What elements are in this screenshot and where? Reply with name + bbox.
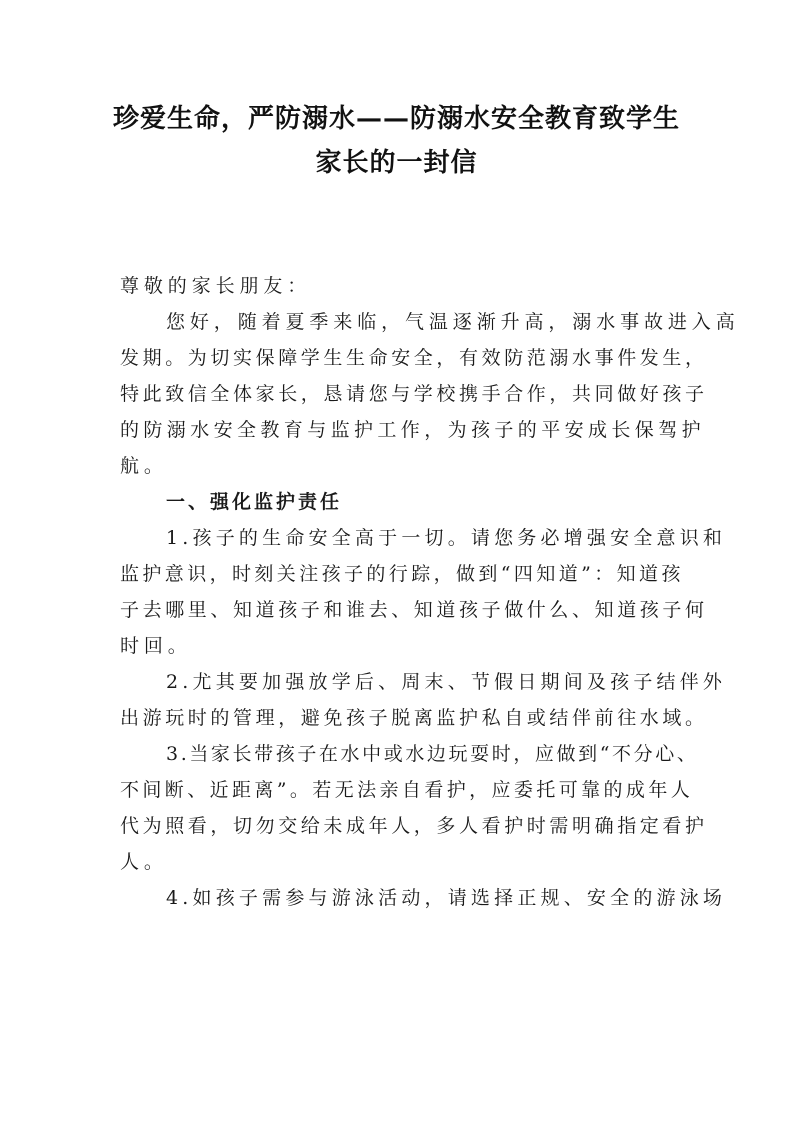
document-title-line-1: 珍爱生命，严防溺水——防溺水安全教育致学生: [112, 104, 680, 134]
item-1-line: 子去哪里、知道孩子和谁去、知道孩子做什么、知道孩子何: [120, 599, 708, 621]
document-title-line-2: 家长的一封信: [315, 148, 478, 178]
item-3-line: 不间断、近距离”。若无法亲自看护，应委托可靠的成年人: [120, 779, 694, 801]
item-1-line: 时回。: [120, 635, 192, 657]
item-2-line: 2.尤其要加强放学后、周末、节假日期间及孩子结伴外: [166, 671, 727, 693]
intro-paragraph-line: 的防溺水安全教育与监护工作，为孩子的平安成长保驾护: [120, 419, 706, 441]
item-1-line: 1.孩子的生命安全高于一切。请您务必增强安全意识和: [166, 527, 727, 549]
item-3-line: 人。: [120, 851, 168, 873]
letter-body: [120, 268, 740, 916]
item-2-line: 出游玩时的管理，避免孩子脱离监护私自或结伴前往水域。: [120, 707, 708, 729]
intro-paragraph-line: 航。: [120, 455, 168, 477]
intro-paragraph-line: 您好，随着夏季来临，气温逐渐升高，溺水事故进入高: [166, 311, 740, 333]
intro-paragraph-line: 特此致信全体家长，恳请您与学校携手合作，共同做好孩子: [120, 383, 708, 405]
intro-paragraph-line: 发期。为切实保障学生生命安全，有效防范溺水事件发生，: [120, 347, 708, 369]
salutation: 尊敬的家长朋友：: [120, 275, 312, 297]
section-heading: 一、强化监护责任: [166, 491, 343, 513]
item-1-line: 监护意识，时刻关注孩子的行踪，做到“四知道”：知道孩: [120, 563, 684, 585]
item-3-line: 3.当家长带孩子在水中或水边玩耍时，应做到“不分心、: [166, 743, 699, 765]
item-3-line: 代为照看，切勿交给未成年人，多人看护时需明确指定看护: [120, 815, 708, 837]
item-4-line: 4.如孩子需参与游泳活动，请选择正规、安全的游泳场: [166, 887, 727, 909]
